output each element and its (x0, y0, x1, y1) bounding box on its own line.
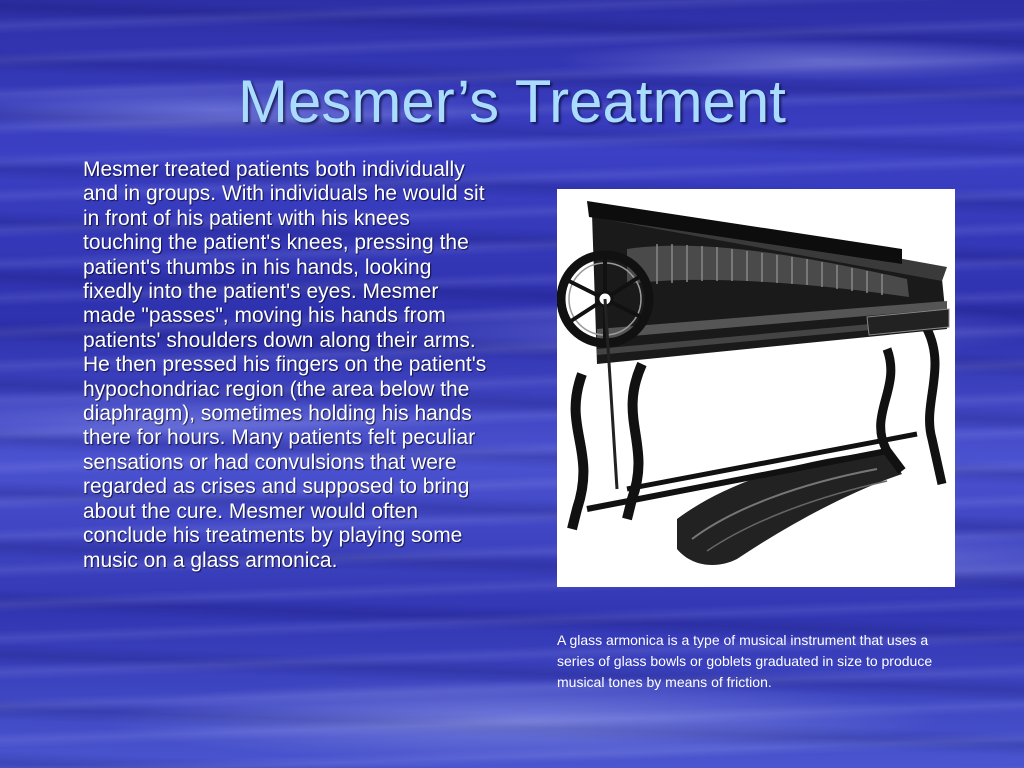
slide-body-text: Mesmer treated patients both individually and in groups. With individuals he would sit in front of his patient with his knees touching the patient's knees, pressing the patient's thumbs in his hands, looking fixedly into the patient's eyes. Mesmer made "passes", moving his hands from patients' shoulders down along their arms. He then pressed his fingers on the patient's hypochondriac region (the area below the diaphragm), sometimes holding his hands there for hours. Many patients felt peculiar sensations or had convulsions that were regarded as crises and supposed to bring about the cure. Mesmer would often conclude his treatments by playing some music on a glass armonica. (83, 158, 487, 572)
glass-armonica-image (557, 189, 955, 587)
glass-armonica-illustration (557, 189, 955, 587)
image-caption: A glass armonica is a type of musical instrument that uses a series of glass bowls or goblets graduated in size to produce musical tones by means of friction. (557, 632, 933, 690)
slide-title: Mesmer’s Treatment (238, 68, 786, 135)
